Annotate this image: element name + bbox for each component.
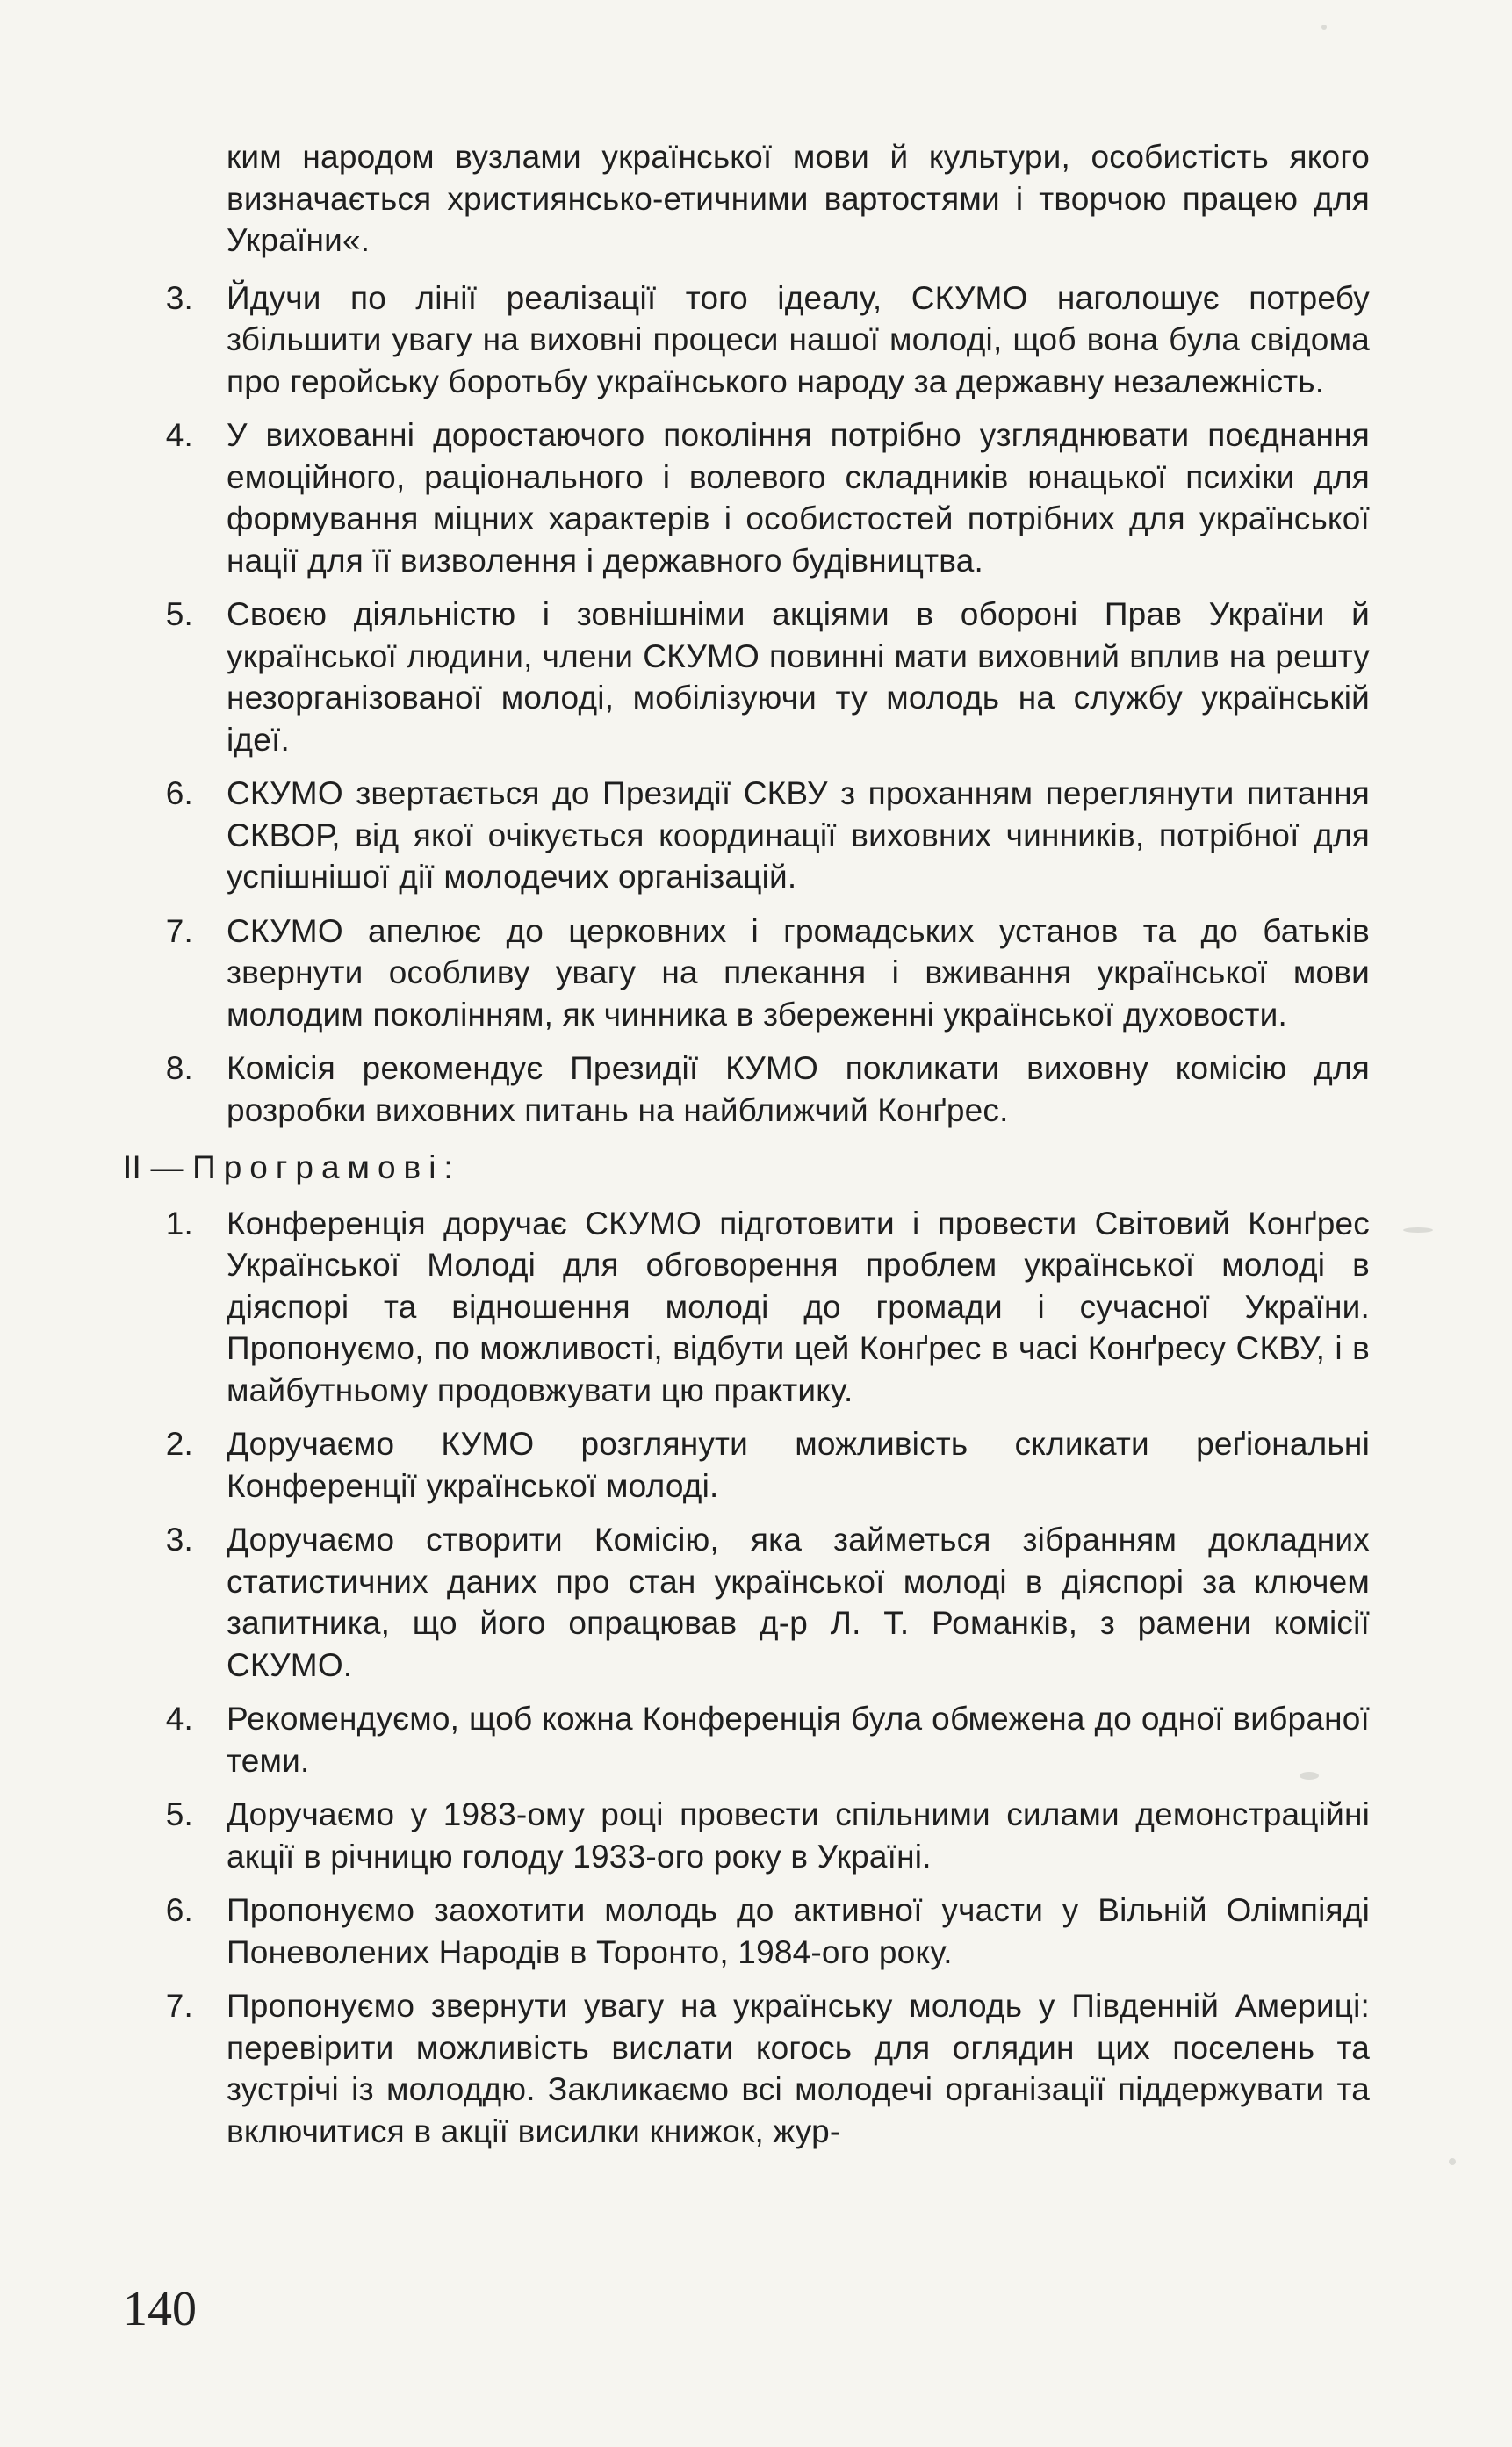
item-number: 4.: [165, 417, 193, 453]
list-item: [123, 1985, 1370, 2152]
item-text: У вихованні доростаючого покоління потрібно узгляднювати поєднання емоційного, раціонального і волевого складників юнацької психіки для формування міцних характерів і особистостей потрібних для української нації для її визволення і державного будівництва.: [227, 417, 1370, 579]
section-heading-prefix: II —: [123, 1149, 193, 1185]
item-number: 6.: [165, 775, 193, 811]
list-item: [123, 1794, 1370, 1877]
item-text: Конференція доручає СКУМО підготовити і провести Світовий Конґрес Української Молоді для обговорення проблем української молоді в діяспорі та відношення молоді до громади і сучасної України. Пропонуємо, по можливості, відбути цей Конґрес в часі Конґресу СКВУ, і в майбутньому продовжувати цю практику.: [227, 1205, 1370, 1408]
item-text: Пропонуємо звернути увагу на українську молодь у Південній Америці: перевірити можливість вислати когось для оглядин цих поселень та зустрічі із молоддю. Закликаємо всі молодечі організації піддержувати та включитися в акції висилки книжок, жур-: [227, 1988, 1370, 2149]
list-item: [123, 1698, 1370, 1781]
list-item: [123, 1203, 1370, 1412]
list-item: [123, 594, 1370, 760]
page-number: 140: [123, 2282, 197, 2336]
list-item: [123, 1047, 1370, 1131]
item-number: 2.: [165, 1426, 193, 1462]
paper-speck: [1403, 1227, 1433, 1233]
section-heading-title: Програмові:: [192, 1149, 461, 1185]
item-text: Рекомендуємо, щоб кожна Конференція була обмежена до одної вибраної теми.: [227, 1701, 1370, 1779]
item-text: Комісія рекомендує Президії КУМО покликати виховну комісію для розробки виховних питань на найближчий Конґрес.: [227, 1050, 1370, 1128]
item-number: 3.: [165, 279, 193, 316]
list-item: [123, 910, 1370, 1036]
list-item: [123, 1423, 1370, 1507]
item-text: СКУМО звертається до Президії СКВУ з проханням переглянути питання СКВОР, від якої очікується координації виховних чинників, потрібної для успішнішої дії молодечих організацій.: [227, 775, 1370, 895]
item-text: Своєю діяльністю і зовнішніми акціями в обороні Прав України й української людини, члени СКУМО повинні мати виховний вплив на решту незорганізованої молоді, мобілізуючи ту молодь на службу українській ідеї.: [227, 596, 1370, 758]
list-item: [123, 277, 1370, 403]
item-number: 5.: [165, 1796, 193, 1832]
item-text: Пропонуємо заохотити молодь до активної участи у Вільній Олімпіяді Поневолених Народів в Торонто, 1984-ого року.: [227, 1892, 1370, 1970]
item-text: СКУМО апелює до церковних і громадських установ та до батьків звернути особливу увагу на плекання і вживання української мови молодим поколінням, як чинника в збереженні української духовости.: [227, 912, 1370, 1033]
item-number: 3.: [165, 1522, 193, 1558]
list-item: [123, 414, 1370, 581]
item-number: 7.: [165, 912, 193, 949]
list-item: [123, 773, 1370, 898]
item-text: Доручаємо створити Комісію, яка займеться зібранням докладних статистичних даних про стан української молоді в діяспорі за ключем запитника, що його опрацював д-р Л. Т. Романків, з рамени комісії СКУМО.: [227, 1522, 1370, 1683]
item-number: 4.: [165, 1701, 193, 1737]
lead-paragraph: ким народом вузлами української мови й культури, особистість якого визначається християнсько-етичними вартостями і творчою працею для України«.: [227, 139, 1370, 258]
body-text: [123, 136, 1370, 2152]
paper-speck: [1449, 2158, 1456, 2165]
list-item: [123, 1889, 1370, 1973]
paper-speck: [1300, 1772, 1319, 1780]
item-text: Доручаємо у 1983-ому році провести спільними силами демонстраційні акції в річницю голоду 1933-ого року в Україні.: [227, 1796, 1370, 1875]
item-text: Доручаємо КУМО розглянути можливість скликати реґіональні Конференції української молоді.: [227, 1426, 1370, 1504]
list-item: [123, 1519, 1370, 1686]
paper-speck: [1321, 25, 1327, 30]
item-number: 8.: [165, 1050, 193, 1086]
item-number: 5.: [165, 596, 193, 632]
item-text: Йдучи по лінії реалізації того ідеалу, СКУМО наголошує потребу збільшити увагу на виховні процеси нашої молоді, щоб вона була свідома про геройську боротьбу українського народу за державну незалежність.: [227, 279, 1370, 399]
section-heading: [123, 1147, 1370, 1189]
item-number: 1.: [165, 1205, 193, 1241]
item-number: 7.: [165, 1988, 193, 2024]
item-number: 6.: [165, 1892, 193, 1928]
